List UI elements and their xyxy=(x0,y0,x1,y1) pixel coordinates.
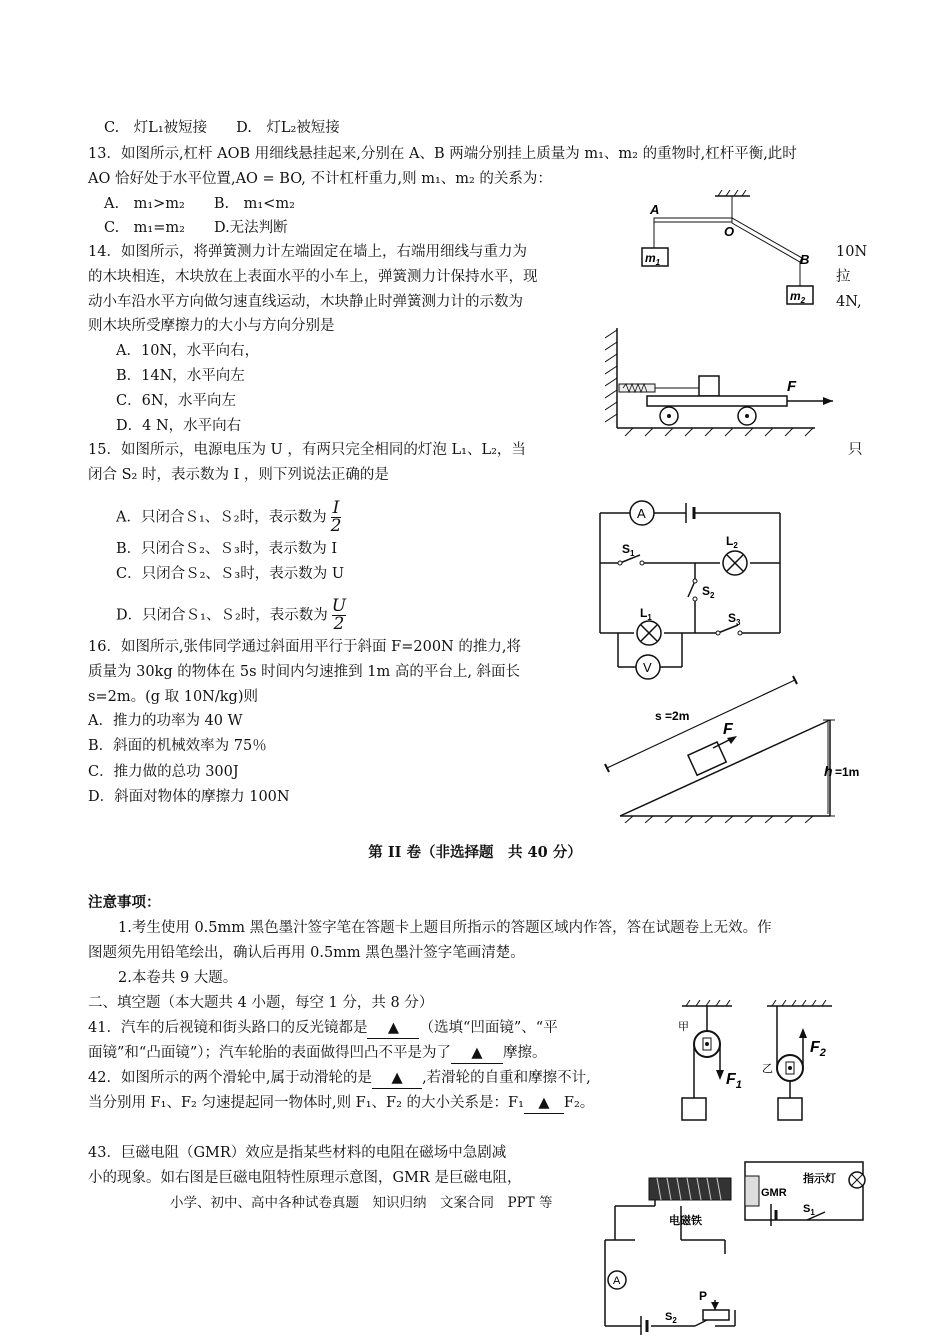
q14-stem-line2-end: 拉 xyxy=(836,269,851,285)
label-f: F xyxy=(723,721,733,738)
fraction-den: 2 xyxy=(333,614,345,634)
q16-option-a: A．推力的功率为 40 W xyxy=(88,713,243,729)
q14-stem-line3-end: 4N, xyxy=(836,294,862,310)
answer-blank: ▲ xyxy=(524,1093,564,1114)
label-m2: $m_2$ xyxy=(790,289,806,305)
label-gmr: GMR xyxy=(761,1187,787,1199)
fraction-num: U xyxy=(331,596,347,616)
ammeter-label: A xyxy=(613,1275,621,1287)
q42-line1-text: 42．如图所示的两个滑轮中,属于动滑轮的是 xyxy=(88,1070,373,1086)
label-o: O xyxy=(724,224,735,239)
q14-stem-line2: 的木块相连，木块放在上表面水平的小车上，弹簧测力计保持水平，现 xyxy=(88,269,538,285)
notice-item-1-line2: 图题须先用铅笔绘出，确认后再用 0.5mm 黑色墨汁签字笔画清楚。 xyxy=(88,945,525,961)
notice-item-1-line1: 1.考生使用 0.5mm 黑色墨汁签字笔在答题卡上题目所指示的答题区域内作答，答在试题卷上无效。作 xyxy=(118,920,772,936)
label-s-length: s =2m xyxy=(655,709,690,723)
label-f2: $F_2$ xyxy=(810,1039,826,1059)
part-two-heading: 第 II 卷（非选择题 共 40 分） xyxy=(368,844,582,861)
q15-option-a xyxy=(116,500,341,535)
fraction-i-over-2 xyxy=(331,500,342,535)
label-s3: $S_3$ xyxy=(728,611,741,627)
q41-line2-text: 面镜”和“凸面镜”）；汽车轮胎的表面做得凹凸不平是为了 xyxy=(88,1045,451,1061)
q13-options-cd: C. m₁=m₂ D.无法判断 xyxy=(104,220,288,236)
label-s2: $S_2$ xyxy=(702,584,715,600)
q14-stem-line1: 14．如图所示，将弹簧测力计左端固定在墙上，右端用细线与重力为 xyxy=(88,244,527,260)
label-s1: $S_1$ xyxy=(622,542,635,558)
q13-options-ab: A. m₁>m₂ B. m₁<m₂ xyxy=(104,196,295,212)
q14-stem-line1-end: 10N xyxy=(836,244,868,260)
q16-stem-line3: s=2m。(g 取 10N/kg)则 xyxy=(88,689,258,705)
q42-line1-tail: ,若滑轮的自重和摩擦不计, xyxy=(422,1070,591,1086)
fraction-num: I xyxy=(331,500,342,518)
q15-option-b: B．只闭合Ｓ₂、Ｓ₃时，表示数为 I xyxy=(116,541,338,557)
q14-option-b: B．14N，水平向左 xyxy=(116,368,245,384)
label-indicator-lamp: 指示灯 xyxy=(803,1173,836,1185)
q43-line2: 小的现象。如右图是巨磁电阻特性原理示意图，GMR 是巨磁电阻， xyxy=(88,1170,522,1186)
q41-line2-tail: 摩擦。 xyxy=(503,1045,547,1061)
q15-option-d-text: D．只闭合Ｓ₁、Ｓ₂时，表示数为 xyxy=(116,607,328,624)
q14-stem-line3: 动小车沿水平方向做匀速直线运动，木块静止时弹簧测力计的示数为 xyxy=(88,294,523,310)
q14-option-a: A．10N，水平向右， xyxy=(116,343,260,359)
label-s2: $S_2$ xyxy=(665,1311,677,1325)
cart-spring-figure xyxy=(605,328,845,438)
label-m1: $m_1$ xyxy=(645,251,661,267)
ammeter-label: A xyxy=(637,506,646,521)
q15-option-a-text: A．只闭合Ｓ₁、Ｓ₂时，表示数为 xyxy=(116,509,327,526)
section-fill-blank: 二、填空题（本大题共 4 小题，每空 1 分，共 8 分） xyxy=(88,995,434,1011)
q15-option-c: C．只闭合Ｓ₂、Ｓ₃时，表示数为 U xyxy=(116,566,345,582)
q14-stem-line4: 则木块所受摩擦力的大小与方向分别是 xyxy=(88,318,335,334)
answer-blank: ▲ xyxy=(367,1018,419,1039)
q12-options-cd: C. 灯L₁被短接 D. 灯L₂被短接 xyxy=(104,120,340,136)
gmr-circuit-figure xyxy=(595,1150,875,1335)
q41-line2 xyxy=(88,1043,547,1064)
label-h-value: =1m xyxy=(835,765,860,779)
q16-option-b: B．斜面的机械效率为 75％ xyxy=(88,738,267,754)
incline-figure xyxy=(595,668,875,823)
q14-option-c: C．6N，水平向左 xyxy=(116,393,237,409)
q15-option-d xyxy=(116,598,346,633)
label-f: F xyxy=(787,378,797,395)
fraction-den: 2 xyxy=(330,516,342,536)
label-l1: $L_1$ xyxy=(640,606,652,622)
label-b: B xyxy=(800,252,810,267)
circuit-figure xyxy=(590,495,805,690)
fraction-u-over-2 xyxy=(332,598,346,633)
label-electromagnet: 电磁铁 xyxy=(669,1215,702,1227)
q41-line1-text: 41．汽车的后视镜和街头路口的反光镜都是 xyxy=(88,1020,368,1036)
q16-stem-line1: 16．如图所示,张伟同学通过斜面用平行于斜面 F=200N 的推力,将 xyxy=(88,639,521,655)
label-jia: 甲 xyxy=(678,1021,689,1033)
q43-line1: 43．巨磁电阻（GMR）效应是指某些材料的电阻在磁场中急剧减 xyxy=(88,1145,507,1161)
lever-figure xyxy=(640,190,870,310)
voltmeter-label: V xyxy=(643,660,652,675)
q13-stem-line1: 13．如图所示,杠杆 AOB 用细线悬挂起来,分别在 A、B 两端分别挂上质量为 m₁、m₂ 的重物时,杠杆平衡,此时 xyxy=(88,146,797,162)
q16-option-c: C．推力做的总功 300J xyxy=(88,764,239,780)
answer-blank: ▲ xyxy=(372,1068,422,1089)
q16-option-d: D．斜面对物体的摩擦力 100N xyxy=(88,789,290,805)
q15-stem-line1: 15．如图所示，电源电压为 U ，有两只完全相同的灯泡 L₁、L₂，当 xyxy=(88,442,526,458)
footer-note: 小学、初中、高中各种试卷真题 知识归纳 文案合同 PPT 等 xyxy=(170,1195,553,1211)
q15-stem-line1-end: 只 xyxy=(848,442,863,458)
q42-line2 xyxy=(88,1093,594,1114)
label-yi: 乙 xyxy=(762,1063,773,1075)
q13-stem-line2: AO 恰好处于水平位置,AO = BO, 不计杠杆重力,则 m₁、m₂ 的关系为： xyxy=(88,171,552,187)
answer-blank: ▲ xyxy=(451,1043,503,1064)
q41-line1 xyxy=(88,1018,558,1039)
label-p: P xyxy=(699,1289,708,1303)
q42-line2-tail: F₂。 xyxy=(563,1095,595,1111)
q15-stem-line2: 闭合 S₂ 时，表示数为 I ，则下列说法正确的是 xyxy=(88,467,389,483)
notice-heading: 注意事项： xyxy=(88,894,161,911)
q42-line1 xyxy=(88,1068,591,1089)
label-f1: $F_1$ xyxy=(726,1071,742,1091)
label-l2: $L_2$ xyxy=(726,534,738,550)
q14-option-d: D．4 N，水平向右 xyxy=(116,418,242,434)
q41-line1-tail: （选填“凹面镜”、“平 xyxy=(419,1020,558,1036)
label-a: A xyxy=(650,202,660,217)
label-s1: $S_1$ xyxy=(803,1203,815,1217)
q42-line2-text: 当分别用 F₁、F₂ 匀速提起同一物体时,则 F₁、F₂ 的大小关系是：F₁ xyxy=(88,1095,524,1111)
label-h: h xyxy=(824,763,833,779)
notice-item-2: 2.本卷共 9 大题。 xyxy=(118,970,238,986)
q16-stem-line2: 质量为 30kg 的物体在 5s 时间内匀速推到 1m 高的平台上, 斜面长 xyxy=(88,664,521,680)
pulley-figure xyxy=(672,1000,872,1125)
